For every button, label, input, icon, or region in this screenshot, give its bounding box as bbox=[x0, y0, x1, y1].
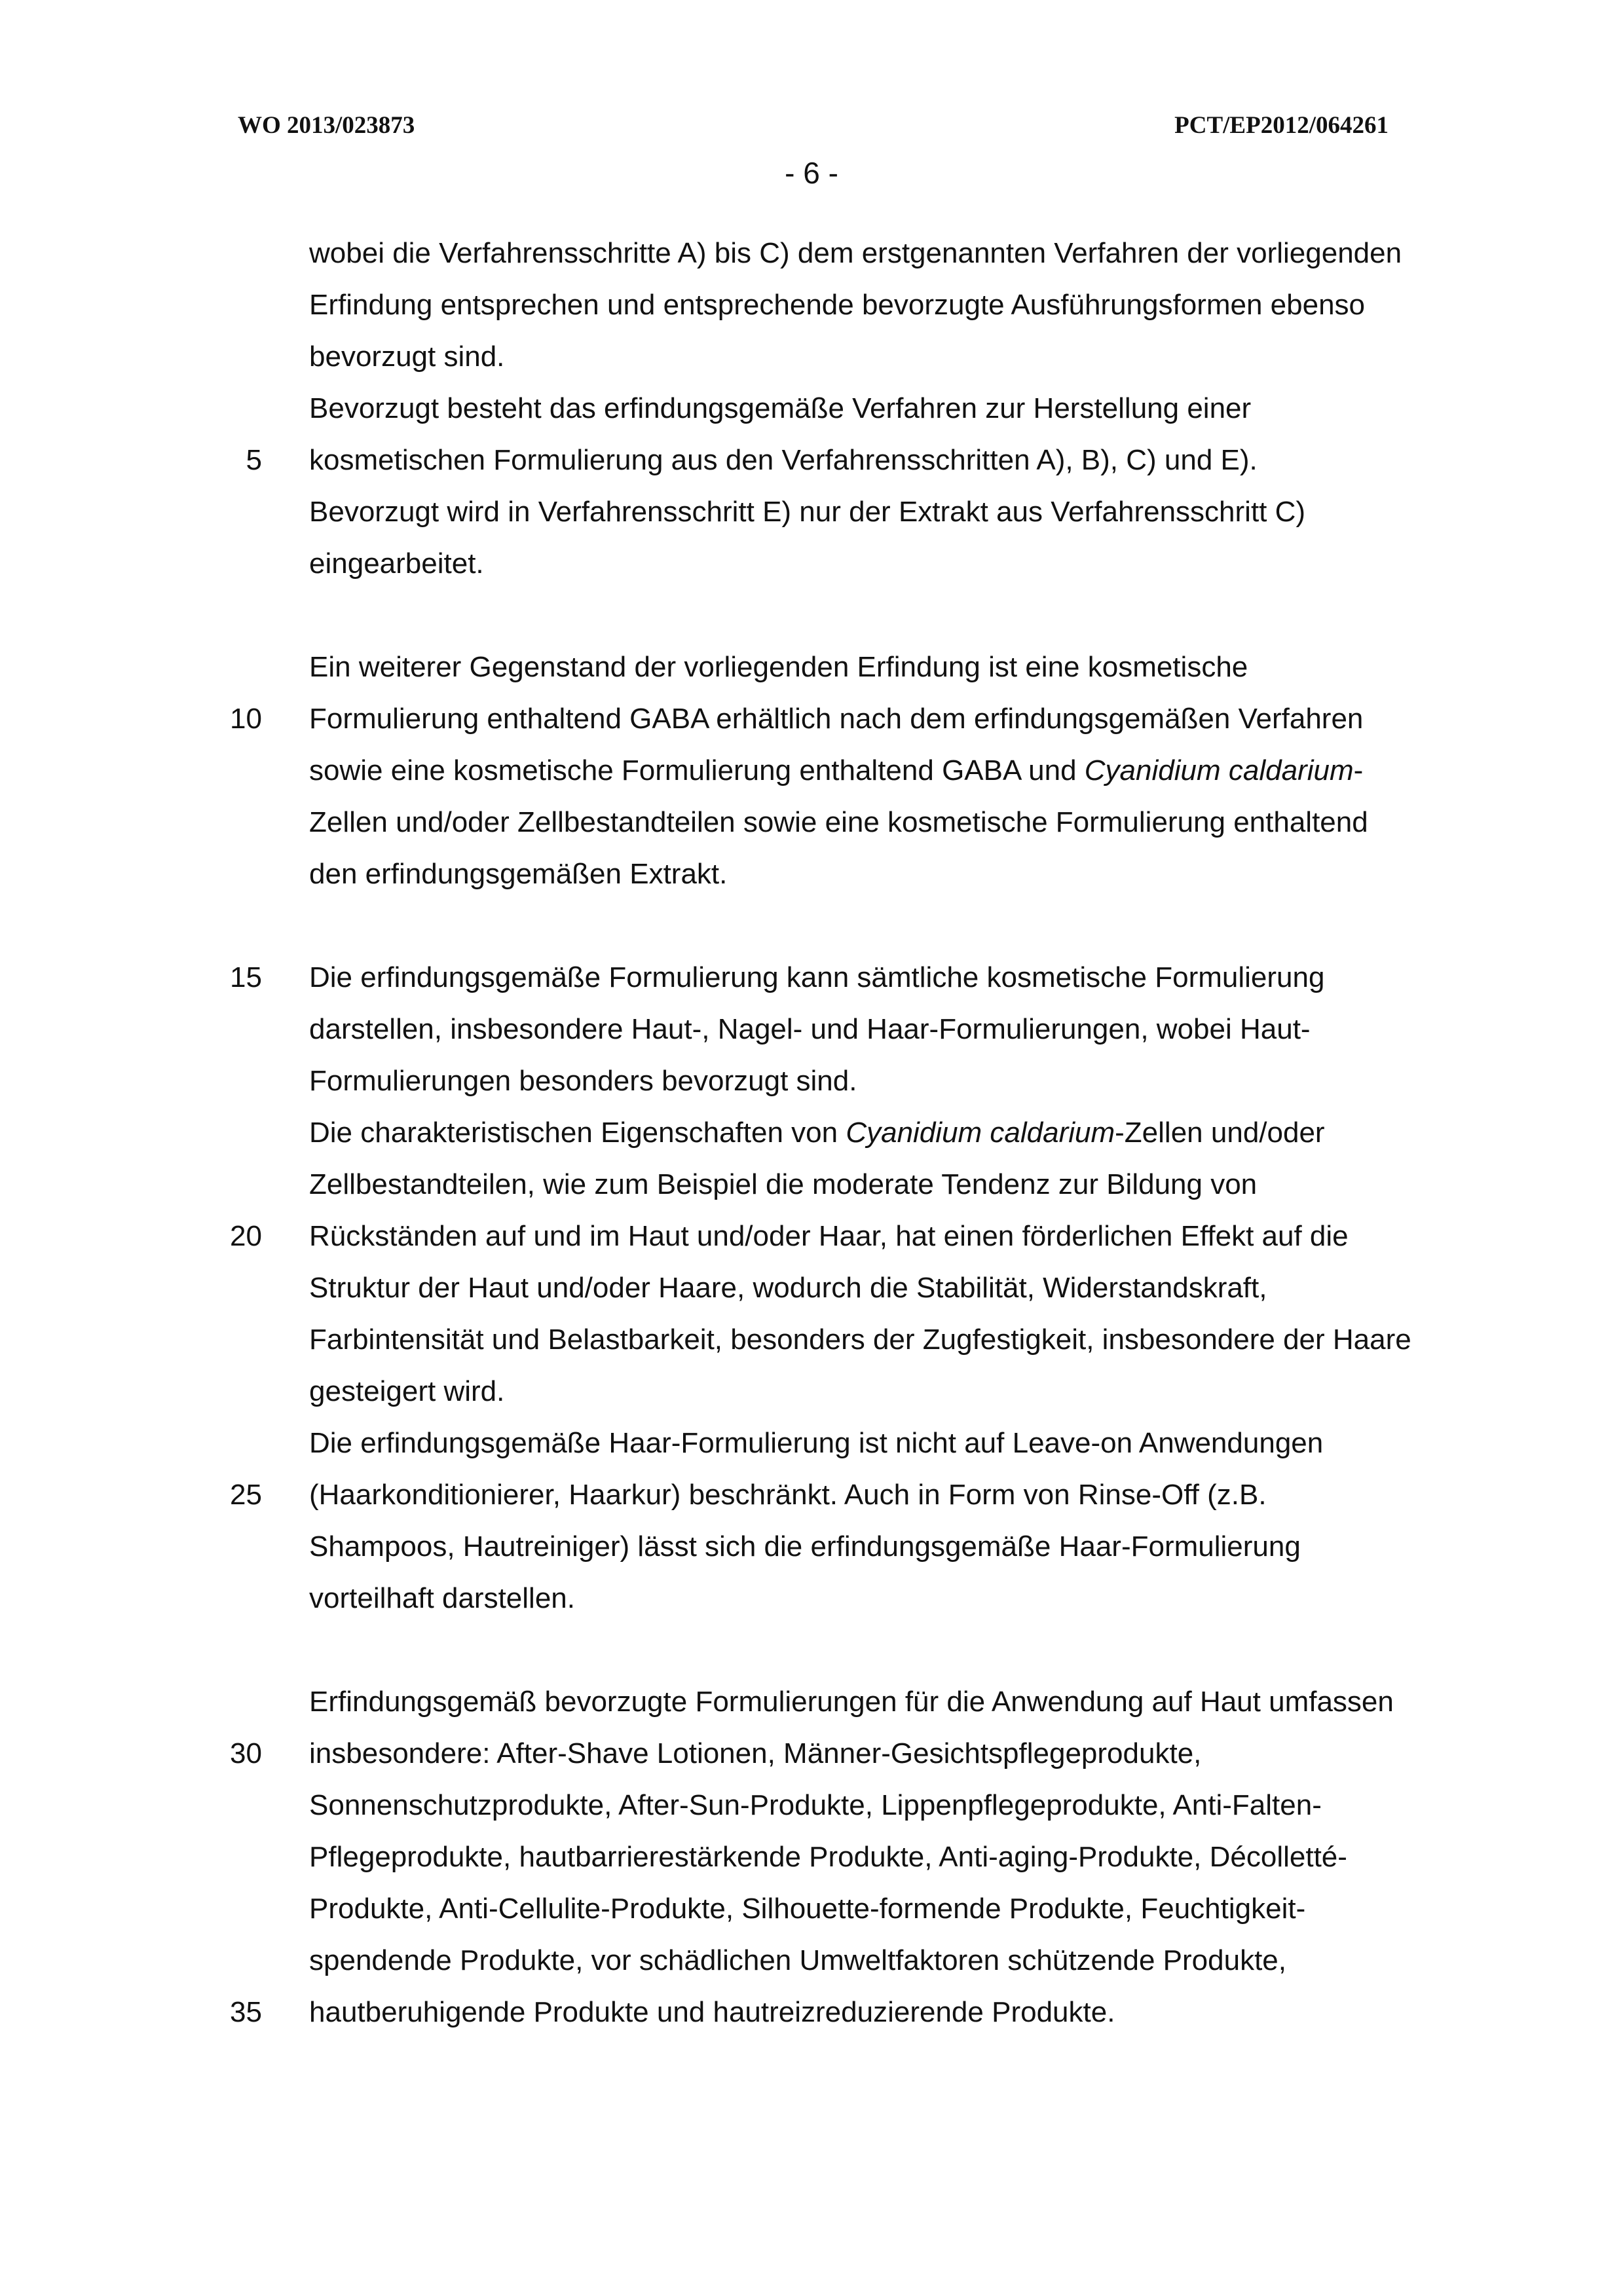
text-line: Rückständen auf und im Haut und/oder Haar, hat einen förderlichen Effekt auf die bbox=[309, 1220, 1349, 1252]
application-number: PCT/EP2012/064261 bbox=[1174, 112, 1389, 139]
text-line: bevorzugt sind. bbox=[309, 341, 505, 373]
text-line: Farbintensität und Belastbarkeit, besonders der Zugfestigkeit, insbesondere der Haare bbox=[309, 1324, 1411, 1356]
text-line: Formulierung enthaltend GABA erhältlich nach dem erfindungsgemäßen Verfahren bbox=[309, 703, 1364, 735]
text-line: Die charakteristischen Eigenschaften von Cyanidium caldarium-Zellen und/oder bbox=[309, 1117, 1325, 1149]
line-number: 20 bbox=[230, 1220, 262, 1252]
text-line: vorteilhaft darstellen. bbox=[309, 1582, 575, 1614]
line-number: 15 bbox=[230, 961, 262, 993]
text-line: eingearbeitet. bbox=[309, 547, 484, 580]
text-line: hautberuhigende Produkte und hautreizreduzierende Produkte. bbox=[309, 1996, 1115, 2028]
page-number: - 6 - bbox=[785, 156, 838, 190]
text-line: Bevorzugt besteht das erfindungsgemäße Verfahren zur Herstellung einer bbox=[309, 392, 1252, 424]
text-line: Die erfindungsgemäße Haar-Formulierung ist nicht auf Leave-on Anwendungen bbox=[309, 1427, 1324, 1459]
text-line: gesteigert wird. bbox=[309, 1375, 505, 1407]
text-line: (Haarkonditionierer, Haarkur) beschränkt. Auch in Form von Rinse-Off (z.B. bbox=[309, 1479, 1267, 1511]
text-line: insbesondere: After-Shave Lotionen, Männer-Gesichtspflegeprodukte, bbox=[309, 1737, 1202, 1769]
line-number: 30 bbox=[230, 1737, 262, 1769]
publication-number: WO 2013/023873 bbox=[238, 112, 415, 139]
text-line: darstellen, insbesondere Haut-, Nagel- und Haar-Formulierungen, wobei Haut- bbox=[309, 1013, 1311, 1045]
line-number: 35 bbox=[230, 1996, 262, 2028]
text-line: Zellen und/oder Zellbestandteilen sowie eine kosmetische Formulierung enthaltend bbox=[309, 806, 1368, 838]
text-line: Shampoos, Hautreiniger) lässt sich die erfindungsgemäße Haar-Formulierung bbox=[309, 1530, 1301, 1563]
text-line: Produkte, Anti-Cellulite-Produkte, Silhouette-formende Produkte, Feuchtigkeit- bbox=[309, 1893, 1306, 1925]
text-line: spendende Produkte, vor schädlichen Umweltfaktoren schützende Produkte, bbox=[309, 1944, 1286, 1976]
line-number: 10 bbox=[230, 703, 262, 735]
text-line: Bevorzugt wird in Verfahrensschritt E) nur der Extrakt aus Verfahrensschritt C) bbox=[309, 496, 1306, 528]
text-line: Erfindung entsprechen und entsprechende bevorzugte Ausführungsformen ebenso bbox=[309, 289, 1366, 321]
text-line: Ein weiterer Gegenstand der vorliegenden Erfindung ist eine kosmetische bbox=[309, 651, 1248, 683]
text-line: Formulierungen besonders bevorzugt sind. bbox=[309, 1065, 857, 1097]
text-line: Erfindungsgemäß bevorzugte Formulierungen für die Anwendung auf Haut umfassen bbox=[309, 1686, 1394, 1718]
text-line: sowie eine kosmetische Formulierung enthaltend GABA und Cyanidium caldarium- bbox=[309, 754, 1364, 787]
text-line: Struktur der Haut und/oder Haare, wodurch die Stabilität, Widerstandskraft, bbox=[309, 1272, 1267, 1304]
text-line: Sonnenschutzprodukte, After-Sun-Produkte, Lippenpflegeprodukte, Anti-Falten- bbox=[309, 1789, 1322, 1821]
text-line: den erfindungsgemäßen Extrakt. bbox=[309, 858, 728, 890]
text-line: Zellbestandteilen, wie zum Beispiel die moderate Tendenz zur Bildung von bbox=[309, 1168, 1258, 1200]
text-line: wobei die Verfahrensschritte A) bis C) dem erstgenannten Verfahren der vorliegenden bbox=[309, 237, 1402, 269]
text-line: kosmetischen Formulierung aus den Verfahrensschritten A), B), C) und E). bbox=[309, 444, 1258, 476]
text-line: Pflegeprodukte, hautbarrierestärkende Produkte, Anti-aging-Produkte, Décolletté- bbox=[309, 1841, 1347, 1873]
line-number: 25 bbox=[230, 1479, 262, 1511]
line-number: 5 bbox=[246, 444, 262, 476]
text-line: Die erfindungsgemäße Formulierung kann sämtliche kosmetische Formulierung bbox=[309, 961, 1325, 993]
